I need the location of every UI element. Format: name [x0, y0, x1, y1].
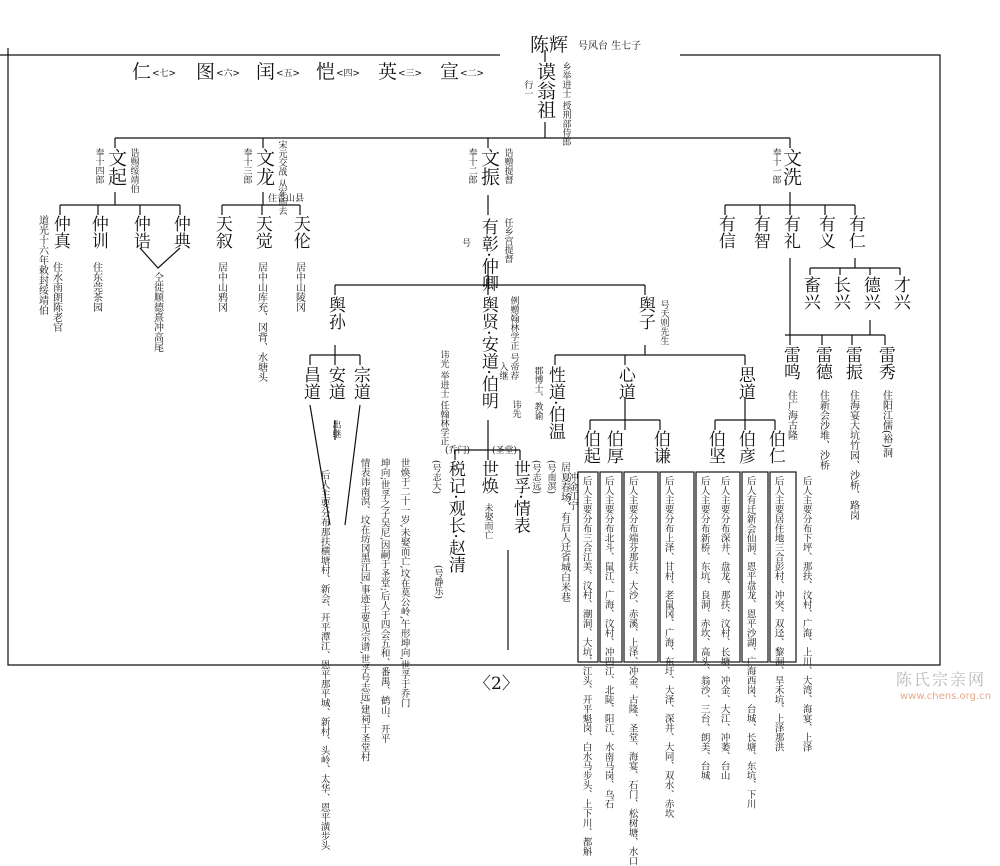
son-xuan-order: <二> [460, 69, 485, 79]
gen6-boqi: 伯起 [579, 430, 600, 464]
gen3-tianlun-res: 居中山陵冈 [293, 262, 305, 312]
gen4-caixing: 才兴 [889, 276, 910, 310]
son-moweng: 谟翁祖 [533, 62, 556, 119]
gen5-xindao: 心道 [614, 366, 635, 400]
gen6-shuiji-hao2: (号静乐) [432, 565, 443, 600]
tag-qiaomen: (乔门) [445, 446, 471, 456]
son-tu: 图 [196, 61, 216, 83]
gen3-youxin: 有信 [714, 215, 735, 249]
gen5-andao: 安道 [324, 366, 345, 400]
gen5-xingdao-note: 郡博士、教谕 [532, 366, 543, 420]
gen4-yuzi: 舆子 [634, 296, 655, 330]
gen5-xingdao: 性道·伯温 [544, 366, 565, 440]
gen5-changdao: 昌道 [299, 366, 320, 400]
gen6-shifu-hao: (号志远) [530, 460, 541, 495]
page-number: 〈2〉 [474, 674, 519, 694]
gen2-wenzhen-title: 奉十二郎 [466, 148, 477, 184]
gen3-tianxu-res: 居中山鸦冈 [215, 262, 227, 312]
gen2-wenlong-note: 宋元交战 从军而去 [276, 140, 287, 215]
gen5-leixiu: 雷秀 [874, 346, 895, 380]
gen3-tianlun: 天伦 [289, 215, 310, 249]
son-moweng-order: 行一 [522, 80, 533, 98]
gen6-bohou: 伯厚 [602, 430, 623, 464]
gen5-leiming: 雷鸣 [779, 346, 800, 380]
gen5-sidao: 思道 [734, 366, 755, 400]
gen4-yusun: 舆孙 [324, 296, 345, 330]
gen6-bojian: 伯坚 [704, 430, 725, 464]
gen4-changxing: 长兴 [829, 276, 850, 310]
watermark-name: 陈氏宗亲网 [896, 670, 987, 689]
boyan-desc: 后人有迁新会仙洞、恩平盘龙、恩平沙湖、广海西岗、台城、长塘、东坑、下川 [744, 476, 756, 809]
gen2-wenlong-title: 奉十三郎 [241, 148, 252, 184]
gen6-shifu: 世孚·情表 [509, 460, 530, 534]
son-ying-order: <三> [398, 69, 423, 79]
gen2-wenqi-note: 诰赐绥靖伯 [128, 148, 139, 193]
son-moweng-note: 乡举进士 授刑部侍郎 [560, 62, 571, 146]
gen6-boyan: 伯彦 [734, 430, 755, 464]
gen4-yuzi-note: 号天则先生 [658, 300, 669, 345]
shihuan-desc: 世焕于二十一岁,未娶而亡,坟在莫公岭,午形坤向,世孚于乔门 [398, 458, 410, 708]
gen3-youli: 有礼 [779, 215, 800, 249]
gen3-tianjue-res: 居中山库充、冈背、水塘头 [255, 262, 267, 382]
boren-desc: 后人主要居住地三合彭村、冲突、双迳、黎洞、旱禾坑、上泽那洪 [772, 476, 784, 752]
gen3-tianjue: 天觉 [251, 215, 272, 249]
son-ren-order: <七> [152, 69, 177, 79]
gen3-zhongxun-res: 住东莞茶园 [90, 262, 102, 312]
gen5-leiming-res: 住广海古隆 [785, 390, 797, 440]
son-kai-order: <四> [336, 69, 361, 79]
gen6-shuiji: 税记·观长·赵清 [444, 460, 465, 573]
shihuan-desc3: 情表讳南溟、坟在坊冈黑江园,事迹主要见宗谱,世孚号志远,建祠于圣堂村 [358, 458, 370, 762]
dian-gao-note: 仝徙顺德熹冲高尾 [151, 272, 163, 352]
you-zhang-hao: 号 [462, 239, 472, 249]
gen5-andao-note: 出继 [330, 420, 341, 438]
boqi-desc: 后人主要分布三合江美、汶村、潮洞、大坑、江头、开平魁岗、白水马步头、上下川、都斛 [580, 476, 592, 856]
gen3-zhongzhen-note: 道光十六年敕封绥靖伯 [36, 215, 48, 315]
son-run-order: <五> [276, 69, 301, 79]
gen3-zhongzhen: 仲真 [49, 215, 70, 249]
gen4-yuxian-huixian: 讳先 [510, 400, 521, 418]
gen3-youzhi: 有智 [749, 215, 770, 249]
gen6-boqian: 伯谦 [649, 430, 670, 464]
yuxian-bio: 讳光 举进士 任翰林学正 [438, 350, 449, 446]
tag-shengtang: (圣堂) [492, 446, 518, 456]
shihuan-desc2: 坤向;世孚之子吴尼,因嗣于圣堂;后人于四会五和、番禺、鹤山、开平 [378, 458, 390, 743]
gen5-leide-res: 住新会沙堆、沙桥 [817, 390, 829, 470]
zongdao-desc: 后人主要分布那扶横塘村、新会、开平潭江、恩平那平城、新村、头岭、太华、恩平潢步头 [318, 470, 330, 850]
son-run: 闰 [256, 61, 276, 83]
gen3-youren: 有仁 [844, 215, 865, 249]
gen3-zhongzhen-res: 住水南朗陈老官 [50, 262, 62, 332]
bohou-desc: 后人主要分布北斗、鼠江、广海、汶村、冲四江、北陡、阳江、水南马岗、乌石 [602, 476, 614, 809]
you-zhang-note: 任乡宫提督 [502, 218, 513, 263]
son-kai: 恺 [316, 61, 336, 83]
gen5-leizhen-res: 住海宴大坑竹园、沙桥、路岗 [847, 390, 859, 520]
gen3-zhonggao: 仲诰 [129, 215, 150, 249]
root-name: 陈辉 [530, 34, 569, 56]
gen4-yuxian: 舆贤·安道·伯明 [477, 296, 498, 409]
gen3-zhongxun: 仲训 [87, 215, 108, 249]
gen5-leide: 雷德 [811, 346, 832, 380]
gen5-xingdao-res: 居夏春场、有后人迁省城白米巷 [558, 462, 570, 602]
gen6-shihuan-note: 未娶而亡 [482, 503, 493, 539]
gen4-dexing: 德兴 [859, 276, 880, 310]
son-tu-order: <六> [216, 69, 241, 79]
gen6-boren: 伯仁 [764, 430, 785, 464]
gen6-shihuan: 世焕 [477, 460, 498, 494]
xingdao-res2: 冲金江宁 [566, 472, 578, 510]
boqian-desc: 后人主要分布端芬那扶、大沙、赤溪、上泽、冲金、古隆、圣堂、海宴、石门、松树塘、水口 [626, 476, 638, 866]
son-ying: 英 [378, 61, 398, 83]
root-note: 号风台 生七子 [578, 41, 642, 52]
gen2-wenzhen: 文振 [477, 148, 500, 186]
gen2-wenqi: 文起 [104, 148, 127, 186]
extra-col-3: 后人主要分布下坪、那扶、汶村、广海、上川、大湾、海宴、上泽 [800, 476, 812, 752]
gen2-wenzhen-note: 诰赠提督 [502, 148, 513, 184]
extra-col-2: 后人主要分布深井、盘龙、那扶、汶村、长塘、冲金、大江、冲萎、台山 [718, 476, 730, 780]
gen3-zhongdian: 仲典 [169, 215, 190, 249]
gen6-shuiji-hao: (号志大) [430, 460, 441, 495]
gen2-wenxi: 文洗 [779, 148, 802, 186]
gen3-tianxu: 天叙 [211, 215, 232, 249]
gen6-shifu-hao2: (号南溟) [545, 460, 556, 495]
gen4-yuxian-ruji: 入继 [497, 362, 508, 380]
gen4-xuxing: 畜兴 [799, 276, 820, 310]
gen4-yuxian-note: 例赠翰林学正 号帝荐 [508, 296, 519, 380]
watermark-site: www.chens.org.cn [900, 691, 991, 702]
gen2-wenqi-title: 奉十四郎 [93, 148, 104, 184]
gen2-wenxi-title: 奉十一郎 [770, 148, 781, 184]
son-ren: 仁 [132, 61, 152, 83]
wenlong-residence: 住香山县 [268, 194, 305, 204]
gen2-wenlong: 文龙 [252, 148, 275, 186]
gen3-youyi: 有义 [814, 215, 835, 249]
son-xuan: 宣 [440, 61, 460, 83]
you-zhang: 有彰·仲卿 [477, 218, 498, 292]
gen5-zongdao: 宗道 [349, 366, 370, 400]
gen5-leizhen: 雷振 [841, 346, 862, 380]
gen5-leixiu-res: 住阳江儒(裕)洞 [880, 390, 892, 458]
bojian-desc: 后人主要分布上泽、甘村、老鼠冈、广海、东圩、大泽、深井、大同、双水、赤坎 [662, 476, 674, 818]
extra-col-1: 后人主要分布新桥、东坑、良洞、赤坎、高头、翁沙、三台、朗美、台城 [698, 476, 710, 780]
